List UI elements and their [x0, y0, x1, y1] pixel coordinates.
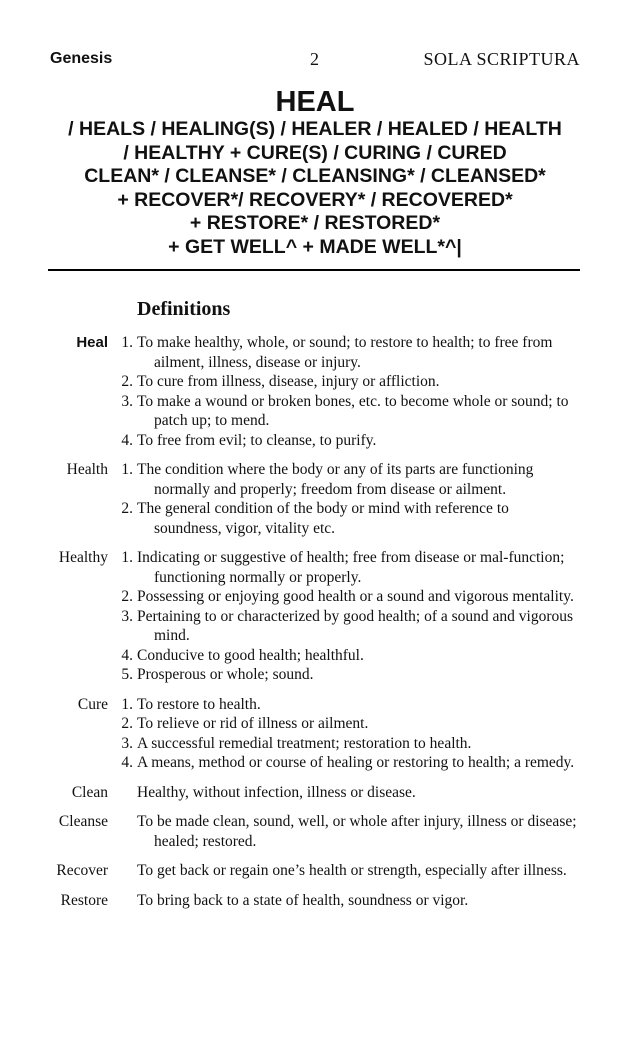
- sense-text: A means, method or course of healing or restoring to health; a remedy.: [137, 754, 575, 771]
- definition-sense: [121, 695, 577, 715]
- title-variant-line: / HEALTHY + CURE(S) / CURING / CURED: [123, 141, 507, 164]
- sense-number: 3.: [121, 392, 133, 410]
- definition-senses: [137, 861, 577, 881]
- sense-number: 1.: [121, 334, 133, 351]
- definition-sense: [121, 372, 577, 392]
- definition-sense: [121, 392, 577, 431]
- sense-text: Healthy, without infection, illness or disease.: [137, 783, 416, 801]
- definition-sense: [121, 665, 577, 685]
- sense-text: A successful remedial treatment; restoration to health.: [137, 734, 472, 752]
- definition-entry: [0, 812, 642, 851]
- definition-senses: [121, 333, 577, 450]
- sense-text: Prosperous or whole; sound.: [137, 666, 314, 683]
- definition-sense: [121, 431, 577, 451]
- definition-entry: [0, 891, 642, 911]
- definition-entry: [0, 460, 642, 538]
- definition-sense: [121, 646, 577, 666]
- title-variant-line: / HEALS / HEALING(S) / HEALER / HEALED / HEALTH: [68, 118, 562, 140]
- definition-term: Recover: [56, 862, 108, 879]
- definition-sense: [121, 499, 577, 538]
- running-head-book: Genesis: [50, 50, 113, 67]
- definition-sense: [137, 812, 577, 851]
- definition-sense: [121, 333, 577, 372]
- title-variant-line: CLEAN* / CLEANSE* / CLEANSING* / CLEANSED*: [84, 165, 546, 187]
- main-title: HEAL: [275, 86, 355, 118]
- title-block: [50, 86, 580, 259]
- sense-number: 3.: [121, 734, 133, 752]
- definition-sense: [121, 607, 577, 646]
- sense-text: To relieve or rid of illness or ailment.: [137, 715, 369, 732]
- definition-sense: [121, 753, 577, 773]
- definition-sense: [121, 714, 577, 734]
- running-head-series: SOLA SCRIPTURA: [423, 49, 580, 69]
- sense-number: 1.: [121, 695, 133, 713]
- definition-term: Clean: [71, 783, 108, 801]
- sense-number: 4.: [121, 646, 133, 664]
- definition-term: Cleanse: [58, 813, 108, 830]
- definition-sense: [137, 861, 577, 881]
- definition-term: Healthy: [58, 549, 108, 566]
- sense-number: 1.: [121, 549, 133, 566]
- sense-text: Indicating or suggestive of health; free from disease or mal-function; functioning normally or properly.: [137, 549, 565, 586]
- definition-term: Cure: [77, 695, 108, 713]
- definition-entry: [0, 548, 642, 685]
- definition-sense: [121, 548, 577, 587]
- definition-senses: [121, 695, 577, 773]
- definition-term: Restore: [60, 891, 108, 909]
- definition-sense: [137, 891, 577, 911]
- definition-senses: [137, 783, 577, 803]
- sense-number: 1.: [121, 461, 133, 478]
- sense-text: Possessing or enjoying good health or a sound and vigorous mentality.: [137, 588, 574, 605]
- page-number: 2: [310, 49, 319, 69]
- sense-text: To restore to health.: [137, 695, 261, 713]
- sense-text: Pertaining to or characterized by good health; of a sound and vigorous mind.: [137, 607, 574, 644]
- definition-senses: [137, 891, 577, 911]
- definition-senses: [121, 460, 577, 538]
- title-variant-line: + GET WELL^ + MADE WELL*^|: [168, 235, 462, 258]
- definitions-list: [0, 333, 642, 920]
- definition-term: Health: [66, 461, 108, 478]
- sense-text: To cure from illness, disease, injury or affliction.: [137, 373, 440, 390]
- sense-text: To be made clean, sound, well, or whole after injury, illness or disease; healed; restored.: [137, 813, 577, 850]
- definition-entry: [0, 333, 642, 450]
- sense-number: 4.: [121, 754, 133, 771]
- sense-text: To get back or regain one’s health or strength, especially after illness.: [137, 862, 567, 879]
- definition-term: Heal: [76, 334, 108, 351]
- definition-entry: [0, 861, 642, 881]
- sense-text: The general condition of the body or mind with reference to soundness, vigor, vitality etc.: [137, 500, 509, 537]
- sense-number: 2.: [121, 588, 133, 605]
- title-variant-line: + RECOVER*/ RECOVERY* / RECOVERED*: [117, 188, 513, 211]
- sense-number: 2.: [121, 500, 133, 517]
- sense-number: 4.: [121, 431, 133, 449]
- definition-entry: [0, 783, 642, 803]
- sense-number: 5.: [121, 666, 133, 683]
- definition-sense: [121, 734, 577, 754]
- definition-sense: [121, 587, 577, 607]
- definition-sense: [137, 783, 577, 803]
- sense-number: 2.: [121, 715, 133, 732]
- definition-entry: [0, 695, 642, 773]
- sense-text: To make healthy, whole, or sound; to restore to health; to free from ailment, illness, disease or injury.: [137, 334, 553, 371]
- definition-senses: [121, 548, 577, 685]
- sense-text: To free from evil; to cleanse, to purify.: [137, 431, 377, 449]
- title-divider: [48, 269, 580, 271]
- title-variant-line: + RESTORE* / RESTORED*: [189, 212, 441, 234]
- sense-text: Conducive to good health; healthful.: [137, 646, 364, 664]
- definitions-heading: Definitions: [137, 298, 231, 320]
- definition-sense: [121, 460, 577, 499]
- definition-senses: [137, 812, 577, 851]
- sense-number: 3.: [121, 607, 133, 625]
- sense-text: The condition where the body or any of its parts are functioning normally and properly; freedom from disease or ailment.: [137, 461, 534, 498]
- sense-text: To bring back to a state of health, soundness or vigor.: [137, 891, 469, 909]
- sense-text: To make a wound or broken bones, etc. to become whole or sound; to patch up; to mend.: [137, 392, 569, 429]
- sense-number: 2.: [121, 373, 133, 390]
